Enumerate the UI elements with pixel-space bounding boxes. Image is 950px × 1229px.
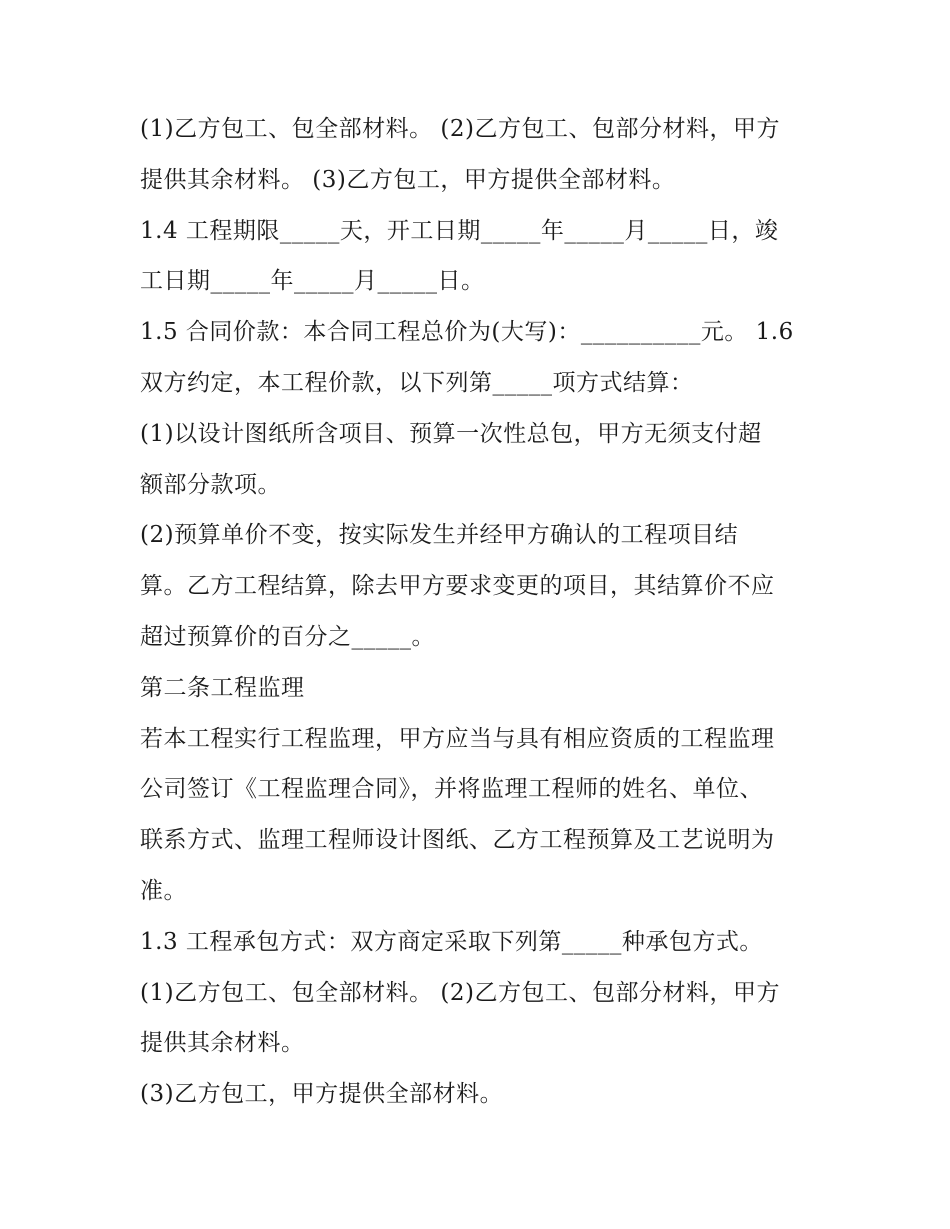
text-line-17: 1.3 工程承包方式：双方商定采取下列第_____种承包方式。 xyxy=(140,928,763,955)
text-line-15: 联系方式、监理工程师设计图纸、乙方工程预算及工艺说明为 xyxy=(140,827,775,854)
text-line-5: 1.5 合同价款：本合同工程总价为(大写)：__________元。 1.6 xyxy=(140,319,794,346)
text-line-6: 双方约定，本工程价款，以下列第_____项方式结算： xyxy=(140,369,694,396)
section-heading: 第二条工程监理 xyxy=(140,674,305,701)
text-line-13: 若本工程实行工程监理，甲方应当与具有相应资质的工程监理 xyxy=(140,725,775,752)
text-line-3: 1.4 工程期限_____天，开工日期_____年_____月_____日，竣 xyxy=(140,217,779,244)
text-line-20: (3)乙方包工，甲方提供全部材料。 xyxy=(140,1081,504,1108)
text-line-18: (1)乙方包工、包全部材料。 (2)乙方包工、包部分材料，甲方 xyxy=(140,979,780,1006)
text-line-8: 额部分款项。 xyxy=(140,471,281,498)
text-line-1: (1)乙方包工、包全部材料。 (2)乙方包工、包部分材料，甲方 xyxy=(140,116,780,142)
document-body xyxy=(140,104,820,1120)
text-line-14: 公司签订《工程监理合同》，并将监理工程师的姓名、单位、 xyxy=(140,776,763,803)
text-line-7: (1)以设计图纸所含项目、预算一次性总包，甲方无须支付超 xyxy=(140,420,762,447)
text-line-9: (2)预算单价不变，按实际发生并经甲方确认的工程项目结 xyxy=(140,522,739,549)
text-line-10: 算。乙方工程结算，除去甲方要求变更的项目，其结算价不应 xyxy=(140,573,775,600)
text-line-16: 准。 xyxy=(140,877,187,904)
text-line-19: 提供其余材料。 xyxy=(140,1030,305,1057)
text-line-11: 超过预算价的百分之_____。 xyxy=(140,623,435,650)
text-line-4: 工日期_____年_____月_____日。 xyxy=(140,268,485,295)
text-line-2: 提供其余材料。 (3)乙方包工，甲方提供全部材料。 xyxy=(140,166,676,193)
